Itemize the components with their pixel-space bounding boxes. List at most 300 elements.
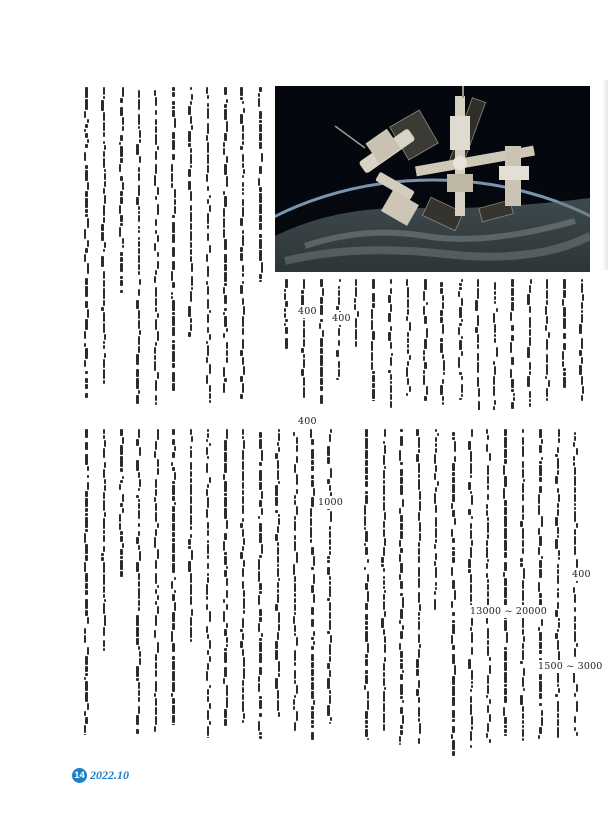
script-stroke (174, 602, 176, 611)
script-stroke (119, 227, 121, 237)
script-stroke (190, 148, 192, 153)
script-stroke (294, 604, 296, 611)
script-stroke (261, 450, 263, 461)
script-stroke (278, 624, 280, 631)
script-stroke (277, 582, 279, 588)
script-stroke (207, 737, 209, 738)
script-stroke (172, 496, 174, 501)
script-stroke (284, 313, 286, 318)
script-stroke (275, 534, 277, 541)
script-stroke (471, 429, 473, 437)
text-line (449, 428, 458, 758)
script-stroke (574, 631, 576, 642)
script-stroke (424, 279, 426, 290)
script-stroke (138, 310, 140, 319)
script-stroke (85, 378, 87, 383)
script-stroke (259, 204, 261, 214)
script-stroke (367, 591, 369, 602)
script-stroke (138, 600, 140, 606)
script-stroke (207, 186, 209, 191)
script-stroke (504, 696, 506, 703)
script-stroke (294, 670, 296, 679)
script-stroke (206, 596, 208, 600)
script-stroke (558, 622, 560, 628)
script-stroke (87, 119, 89, 123)
script-stroke (527, 376, 529, 387)
script-stroke (390, 357, 392, 366)
script-stroke (470, 523, 472, 529)
script-stroke (87, 182, 89, 190)
script-stroke (327, 678, 329, 689)
script-stroke (172, 661, 174, 670)
script-stroke (259, 667, 261, 675)
script-stroke (207, 689, 209, 695)
script-stroke (188, 181, 190, 190)
script-stroke (120, 429, 122, 436)
script-stroke (85, 508, 87, 512)
script-stroke (520, 521, 522, 527)
script-stroke (372, 331, 374, 340)
script-stroke (452, 710, 454, 718)
script-stroke (136, 537, 138, 544)
script-stroke (87, 240, 89, 247)
script-stroke (511, 297, 513, 301)
script-stroke (277, 460, 279, 469)
text-line (152, 86, 161, 408)
script-stroke (240, 376, 242, 382)
text-line (117, 86, 126, 408)
script-stroke (87, 309, 89, 318)
script-stroke (138, 237, 140, 240)
script-stroke (284, 323, 286, 326)
script-stroke (259, 87, 261, 92)
script-stroke (409, 355, 411, 360)
script-stroke (452, 686, 454, 696)
script-stroke (511, 279, 513, 287)
script-stroke (85, 348, 87, 359)
script-stroke (311, 691, 313, 699)
script-stroke (311, 439, 313, 445)
script-stroke (557, 569, 559, 574)
text-line (473, 278, 482, 410)
script-stroke (546, 398, 548, 401)
numeral-400-a: 400 (298, 306, 317, 317)
script-stroke (367, 738, 369, 740)
script-stroke (103, 574, 105, 585)
script-stroke (435, 429, 437, 432)
script-stroke (294, 464, 296, 473)
script-stroke (103, 359, 105, 368)
script-stroke (104, 242, 106, 248)
script-stroke (103, 345, 105, 349)
script-stroke (294, 633, 296, 636)
script-stroke (120, 191, 122, 196)
script-stroke (383, 580, 385, 585)
script-stroke (372, 279, 374, 289)
script-stroke (557, 672, 559, 683)
script-stroke (155, 298, 157, 306)
script-stroke (240, 394, 242, 399)
script-stroke (224, 629, 226, 636)
script-stroke (494, 324, 496, 333)
script-stroke (190, 617, 192, 626)
script-stroke (294, 598, 296, 603)
script-stroke (388, 295, 390, 303)
script-stroke (320, 355, 322, 366)
script-stroke (504, 729, 506, 733)
script-stroke (207, 650, 209, 655)
script-stroke (278, 578, 280, 581)
script-stroke (155, 662, 157, 669)
script-stroke (191, 436, 193, 442)
script-stroke (207, 726, 209, 736)
script-stroke (136, 354, 138, 365)
script-stroke (293, 432, 295, 436)
script-stroke (138, 185, 140, 196)
script-stroke (407, 349, 409, 354)
script-stroke (191, 263, 193, 272)
script-stroke (172, 439, 174, 445)
script-stroke (243, 598, 245, 609)
script-stroke (407, 299, 409, 308)
script-stroke (486, 695, 488, 698)
script-stroke (138, 320, 140, 329)
script-stroke (190, 205, 192, 211)
script-stroke (103, 603, 105, 614)
script-stroke (311, 585, 313, 593)
script-stroke (503, 707, 505, 716)
script-stroke (104, 334, 106, 340)
script-stroke (541, 516, 543, 527)
script-stroke (242, 328, 244, 335)
script-stroke (157, 187, 159, 195)
script-stroke (120, 257, 122, 262)
script-stroke (172, 351, 174, 362)
script-stroke (399, 554, 401, 562)
script-stroke (322, 330, 324, 337)
script-stroke (122, 238, 124, 244)
text-line (186, 428, 195, 748)
script-stroke (419, 604, 421, 611)
script-stroke (103, 586, 105, 593)
script-stroke (493, 313, 495, 323)
script-stroke (354, 304, 356, 310)
script-stroke (207, 563, 209, 569)
script-stroke (207, 95, 209, 99)
script-stroke (563, 333, 565, 339)
script-stroke (327, 705, 329, 716)
script-stroke (223, 208, 225, 217)
script-stroke (190, 450, 192, 458)
script-stroke (206, 604, 208, 610)
script-stroke (330, 468, 332, 478)
script-stroke (85, 393, 87, 398)
script-stroke (406, 393, 408, 396)
script-stroke (390, 385, 392, 393)
script-stroke (563, 318, 565, 329)
script-stroke (418, 634, 420, 643)
script-stroke (384, 636, 386, 643)
script-stroke (574, 623, 576, 630)
script-stroke (224, 709, 226, 718)
script-stroke (294, 521, 296, 531)
script-stroke (416, 429, 418, 436)
script-stroke (383, 470, 385, 479)
script-stroke (224, 316, 226, 327)
script-stroke (391, 353, 393, 356)
script-stroke (120, 223, 122, 226)
script-stroke (259, 523, 261, 532)
script-stroke (139, 447, 141, 456)
script-stroke (399, 450, 401, 461)
script-stroke (172, 215, 174, 218)
script-stroke (423, 291, 425, 301)
script-stroke (242, 461, 244, 470)
script-stroke (85, 429, 87, 438)
script-stroke (563, 279, 565, 289)
script-stroke (259, 591, 261, 594)
script-stroke (190, 429, 192, 435)
script-stroke (207, 327, 209, 333)
script-stroke (365, 603, 367, 610)
script-stroke (171, 296, 173, 299)
script-stroke (365, 670, 367, 674)
script-stroke (294, 680, 296, 684)
script-stroke (139, 139, 141, 143)
script-stroke (278, 447, 280, 452)
script-stroke (172, 513, 174, 522)
script-stroke (243, 306, 245, 315)
script-stroke (435, 582, 437, 586)
script-stroke (435, 567, 437, 578)
script-stroke (329, 576, 331, 580)
script-stroke (581, 338, 583, 349)
script-stroke (119, 142, 121, 145)
script-stroke (120, 571, 122, 577)
script-stroke (390, 381, 392, 384)
script-stroke (119, 205, 121, 214)
script-stroke (574, 536, 576, 545)
script-stroke (354, 298, 356, 303)
script-stroke (207, 299, 209, 309)
script-stroke (452, 719, 454, 722)
script-stroke (365, 621, 367, 625)
script-stroke (242, 694, 244, 700)
script-stroke (139, 551, 141, 561)
script-stroke (330, 511, 332, 522)
script-stroke (511, 325, 513, 331)
script-stroke (471, 632, 473, 643)
script-stroke (294, 625, 296, 632)
script-stroke (503, 488, 505, 499)
script-stroke (451, 734, 453, 739)
script-stroke (522, 713, 524, 719)
script-stroke (383, 586, 385, 589)
script-stroke (104, 599, 106, 602)
script-stroke (293, 706, 295, 710)
script-stroke (365, 583, 367, 590)
script-stroke (390, 326, 392, 331)
script-stroke (120, 135, 122, 141)
script-stroke (136, 460, 138, 471)
script-stroke (494, 291, 496, 295)
script-stroke (136, 395, 138, 404)
script-stroke (475, 327, 477, 333)
script-stroke (259, 239, 261, 249)
script-stroke (120, 560, 122, 570)
script-stroke (172, 383, 174, 391)
script-stroke (400, 674, 402, 680)
script-stroke (365, 491, 367, 494)
script-stroke (226, 176, 228, 187)
script-stroke (206, 439, 208, 442)
script-stroke (407, 378, 409, 385)
script-stroke (277, 568, 279, 577)
script-stroke (84, 562, 86, 572)
script-stroke (259, 482, 261, 490)
script-stroke (87, 703, 89, 710)
script-stroke (574, 487, 576, 493)
script-stroke (155, 126, 157, 133)
script-stroke (103, 535, 105, 542)
script-stroke (311, 637, 313, 640)
script-stroke (338, 340, 340, 346)
script-stroke (487, 723, 489, 732)
script-stroke (494, 400, 496, 405)
script-stroke (494, 366, 496, 375)
script-stroke (487, 640, 489, 645)
script-stroke (477, 279, 479, 287)
script-stroke (259, 432, 261, 438)
script-stroke (224, 104, 226, 108)
script-stroke (399, 743, 401, 745)
script-stroke (418, 449, 420, 453)
script-stroke (103, 158, 105, 168)
script-stroke (365, 495, 367, 504)
script-stroke (400, 548, 402, 553)
script-stroke (209, 443, 211, 446)
script-stroke (206, 174, 208, 182)
script-stroke (223, 611, 225, 622)
script-stroke (390, 288, 392, 294)
text-line (134, 428, 143, 748)
script-stroke (367, 700, 369, 710)
script-stroke (243, 590, 245, 597)
script-stroke (461, 394, 463, 397)
script-stroke (259, 609, 261, 616)
script-stroke (207, 577, 209, 583)
script-stroke (103, 323, 105, 333)
script-stroke (573, 587, 575, 593)
script-stroke (157, 252, 159, 257)
script-stroke (311, 547, 313, 555)
script-stroke (486, 547, 488, 558)
script-stroke (174, 199, 176, 205)
script-stroke (293, 616, 295, 624)
script-stroke (384, 466, 386, 469)
script-stroke (171, 183, 173, 188)
script-stroke (223, 541, 225, 551)
script-stroke (504, 459, 506, 464)
script-stroke (207, 345, 209, 356)
script-stroke (546, 364, 548, 375)
script-stroke (278, 433, 280, 441)
script-stroke (258, 721, 260, 731)
script-stroke (529, 403, 531, 407)
script-stroke (313, 631, 315, 636)
script-stroke (120, 445, 122, 455)
script-stroke (383, 529, 385, 537)
script-stroke (296, 506, 298, 515)
script-stroke (275, 604, 277, 611)
script-stroke (303, 339, 305, 347)
script-stroke (224, 164, 226, 175)
script-stroke (87, 482, 89, 490)
script-stroke (120, 549, 122, 555)
script-stroke (557, 470, 559, 475)
script-stroke (383, 724, 385, 731)
script-stroke (138, 472, 140, 478)
script-stroke (471, 685, 473, 688)
script-stroke (85, 124, 87, 128)
script-stroke (320, 386, 322, 391)
script-stroke (188, 106, 190, 115)
script-stroke (365, 467, 367, 474)
script-stroke (242, 298, 244, 305)
script-stroke (470, 704, 472, 715)
script-stroke (223, 191, 225, 195)
script-stroke (442, 302, 444, 309)
script-stroke (390, 342, 392, 349)
script-stroke (190, 242, 192, 248)
script-stroke (120, 98, 122, 103)
script-stroke (259, 133, 261, 141)
script-stroke (190, 212, 192, 222)
script-stroke (223, 383, 225, 393)
script-stroke (242, 133, 244, 140)
script-stroke (259, 500, 261, 507)
script-stroke (174, 206, 176, 214)
script-stroke (242, 618, 244, 628)
script-stroke (303, 354, 305, 358)
script-stroke (103, 300, 105, 306)
script-stroke (207, 429, 209, 432)
script-stroke (539, 536, 541, 546)
script-stroke (84, 533, 86, 543)
script-stroke (103, 469, 105, 478)
script-stroke (383, 547, 385, 556)
script-stroke (278, 481, 280, 484)
script-stroke (471, 647, 473, 655)
script-stroke (138, 289, 140, 296)
script-stroke (136, 562, 138, 572)
script-stroke (259, 617, 261, 622)
script-stroke (84, 734, 86, 735)
script-stroke (190, 291, 192, 302)
script-stroke (138, 523, 140, 527)
script-stroke (174, 118, 176, 128)
script-stroke (285, 319, 287, 322)
script-stroke (486, 510, 488, 516)
script-stroke (190, 165, 192, 168)
script-stroke (224, 481, 226, 492)
script-stroke (494, 282, 496, 290)
script-stroke (190, 116, 192, 124)
script-stroke (138, 264, 140, 270)
script-stroke (172, 300, 174, 311)
numeral-13000-20000: 13000 ~ 20000 (470, 606, 548, 617)
script-stroke (546, 316, 548, 324)
